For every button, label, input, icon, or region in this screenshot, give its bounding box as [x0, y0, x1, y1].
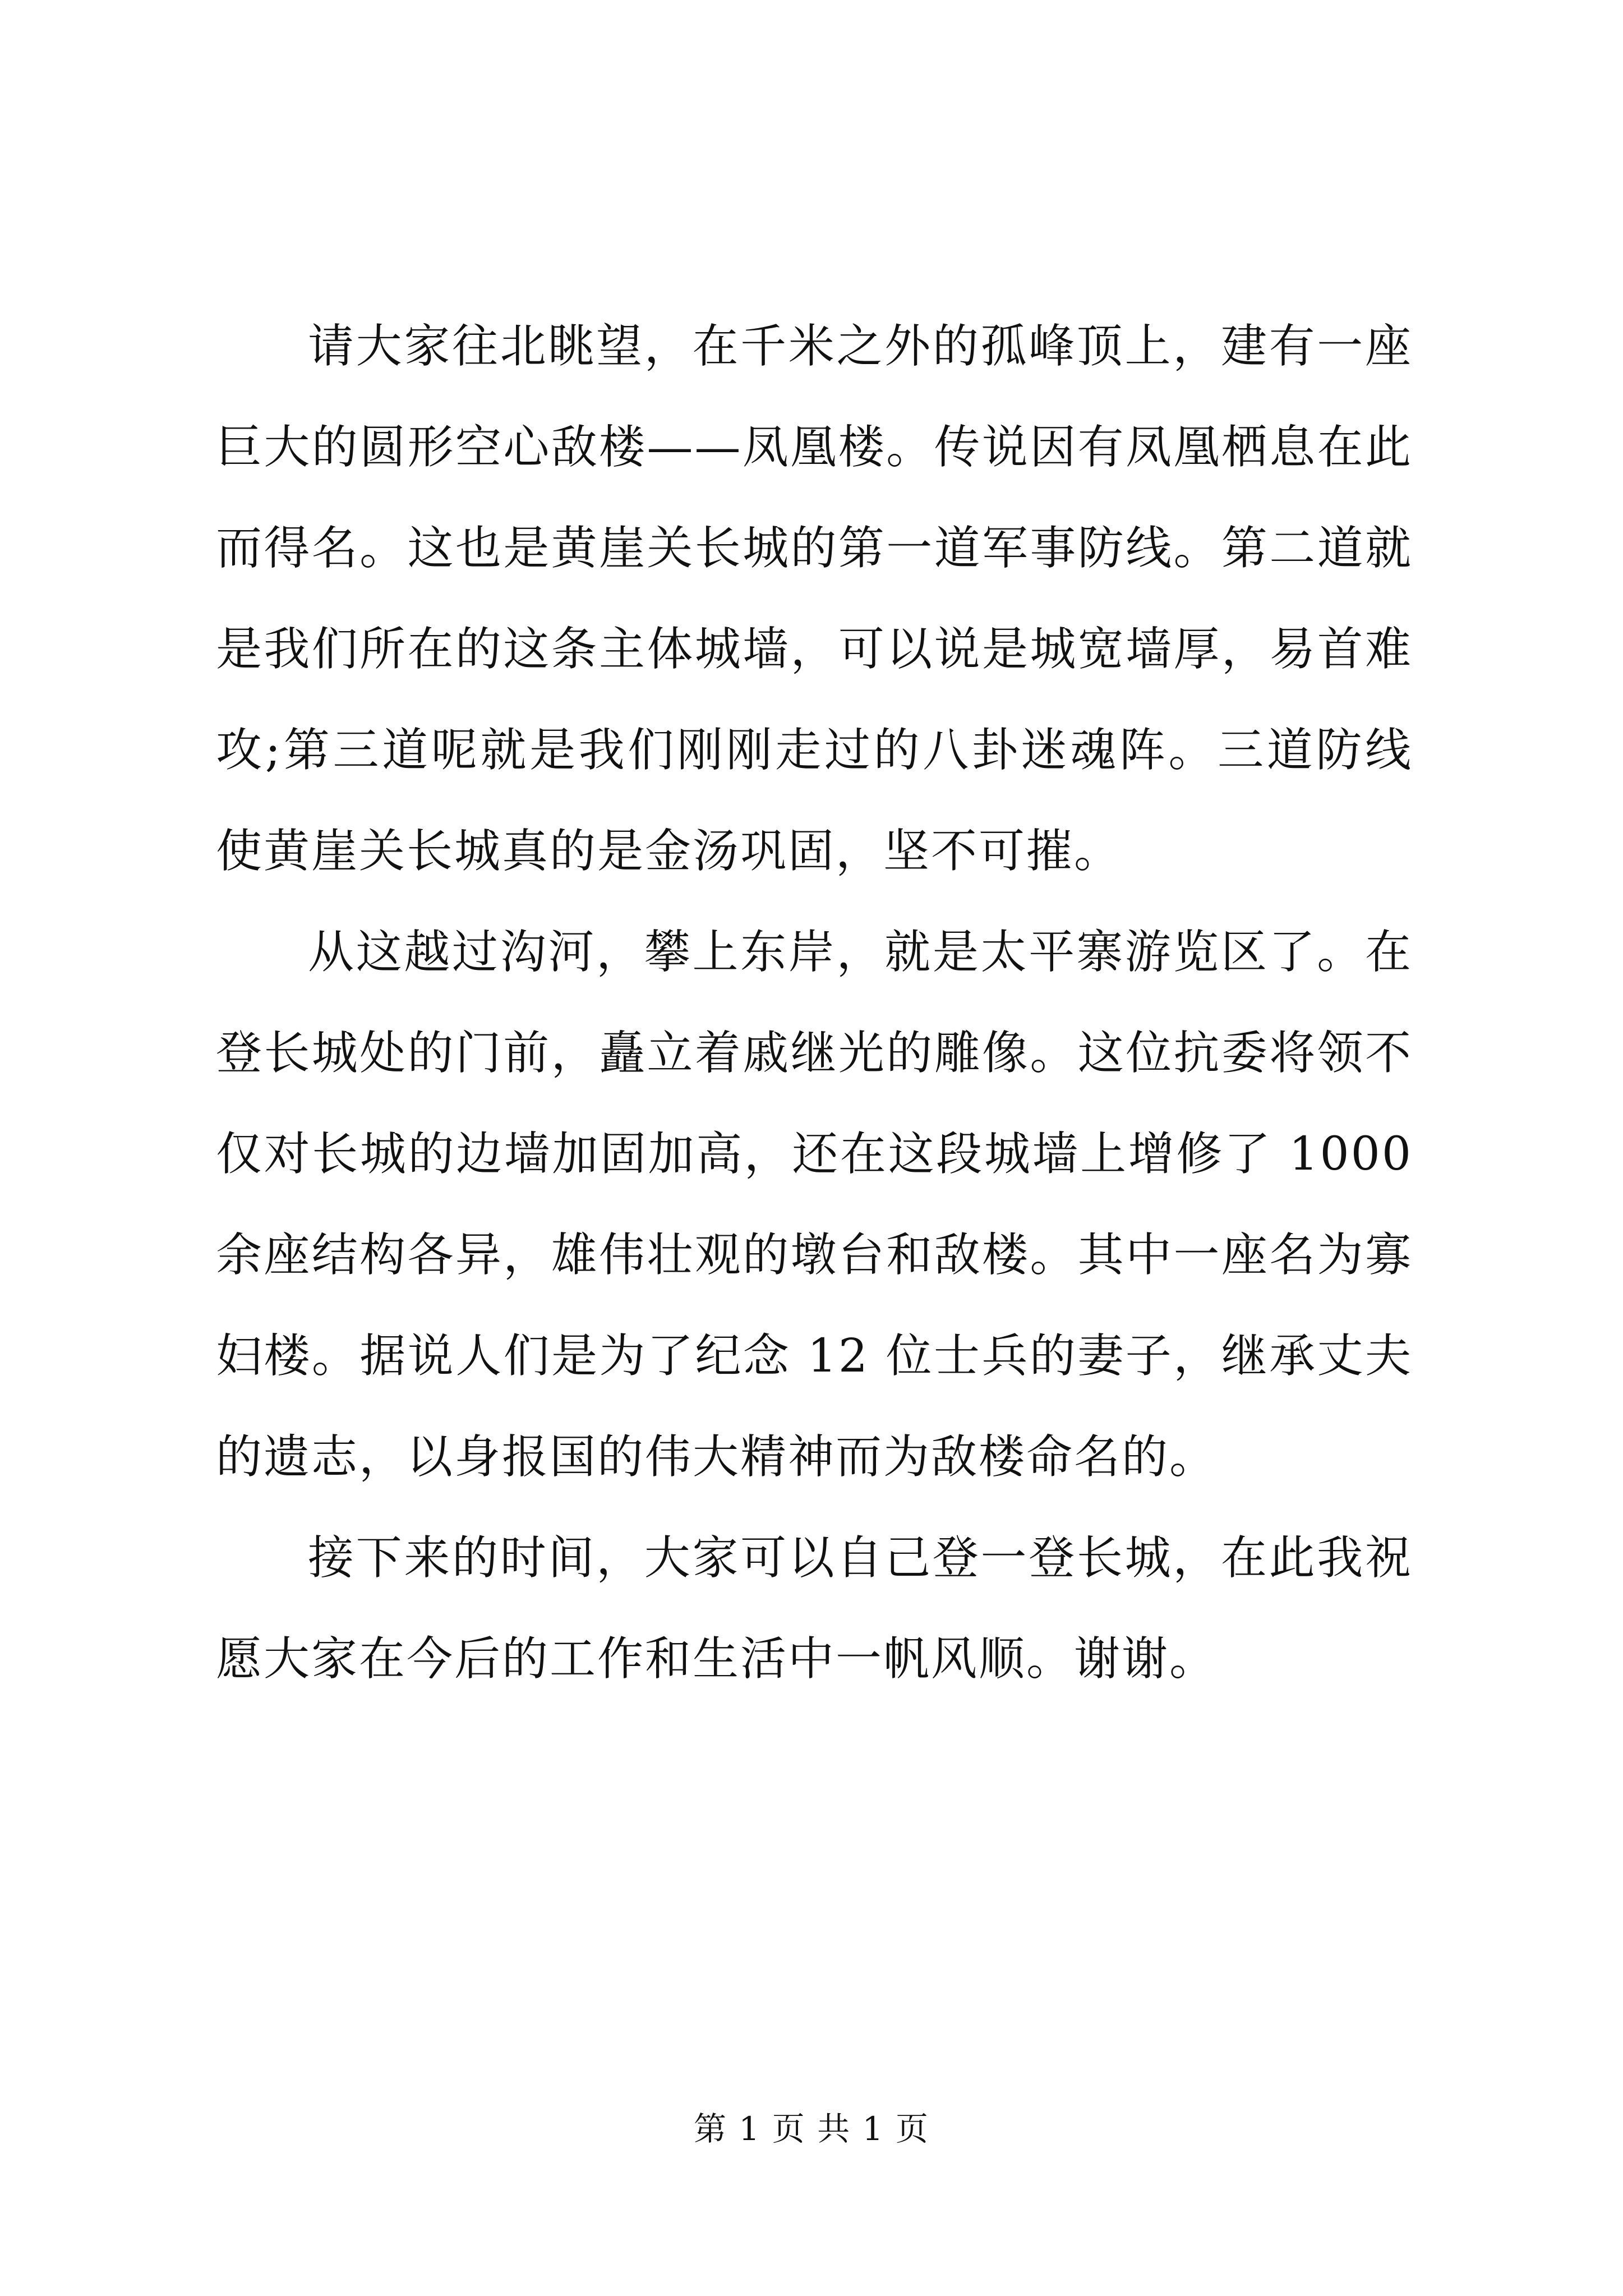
paragraph-1: 请大家往北眺望，在千米之外的孤峰顶上，建有一座巨大的圆形空心敌楼——凤凰楼。传说因有凤凰栖息在此而得名。这也是黄崖关长城的第一道军事防线。第二道就是我们所在的这条主体城墙，可以说是城宽墙厚，易首难攻;第三道呢就是我们刚刚走过的八卦迷魂阵。三道防线使黄崖关长城真的是金汤巩固，坚不可摧。: [216, 320, 1413, 878]
page-footer: [0, 2106, 1623, 2151]
document-body: [216, 296, 1413, 1710]
paragraph-2: 从这越过沟河，攀上东岸，就是太平寨游览区了。在登长城处的门前，矗立着戚继光的雕像。这位抗委将领不仅对长城的边墙加固加高，还在这段城墙上增修了 1000 余座结构各异，雄伟壮观的墩台和敌楼。其中一座名为寡妇楼。据说人们是为了纪念 12 位士兵的妻子，继承丈夫的遗志，以身报国的伟大精神而为敌楼命名的。: [216, 926, 1413, 1484]
paragraph-3: 接下来的时间，大家可以自己登一登长城，在此我祝愿大家在今后的工作和生活中一帆风顺。谢谢。: [216, 1531, 1413, 1686]
page-indicator: 第 1 页 共 1 页: [694, 2110, 929, 2148]
